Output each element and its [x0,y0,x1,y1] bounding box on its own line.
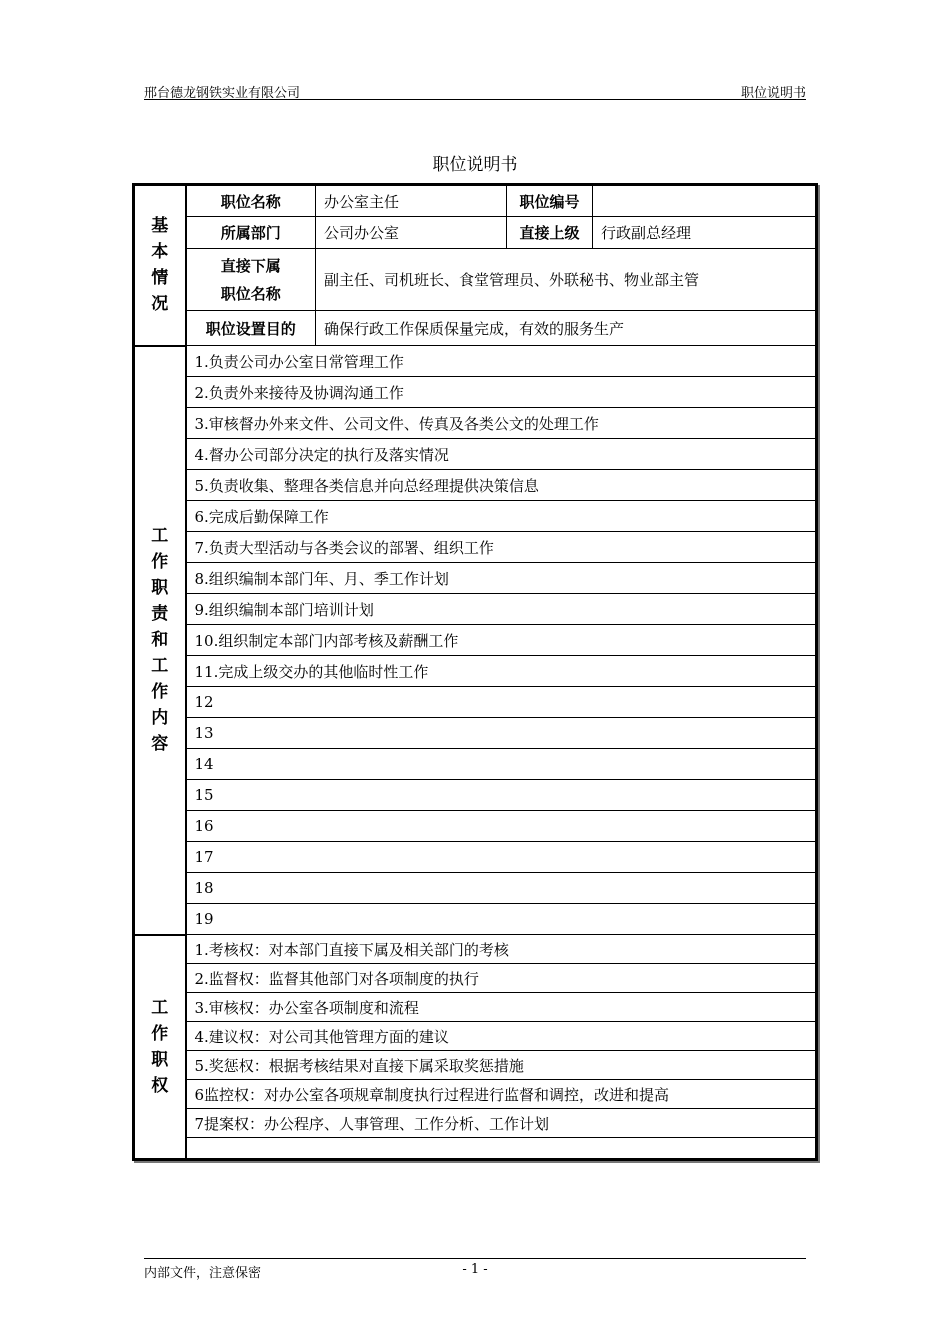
authority-row [134,935,817,964]
section-duties-label [134,346,186,935]
header-doc-type: 职位说明书 [740,86,806,101]
duties-row [134,377,817,408]
job-description-table [132,183,818,1161]
duties-item: 7.负责大型活动与各类会议的部署、组织工作 [186,532,817,563]
duties-row [134,656,817,687]
authority-item: 6监控权：对办公室各项规章制度执行过程进行监督和调控，改进和提高 [186,1080,817,1109]
duties-row [134,780,817,811]
authority-row [134,964,817,993]
authority-row [134,1109,817,1138]
footer-confidential: 内部文件，注意保密 [144,1266,262,1281]
duties-row [134,625,817,656]
duties-row [134,408,817,439]
authority-row [134,1051,817,1080]
duties-row [134,687,817,718]
page-title: 职位说明书 [432,155,518,175]
subordinates-label-line2: 职位名称 [220,284,281,303]
purpose-label: 职位设置目的 [186,311,316,346]
row-department [134,217,817,249]
duties-item: 5.负责收集、整理各类信息并向总经理提供决策信息 [186,470,817,501]
authority-row [134,1080,817,1109]
duties-item: 11.完成上级交办的其他临时性工作 [186,656,817,687]
side-label: 工 作 职 责 和 工 作 内 容 [151,526,169,754]
position-code-label: 职位编号 [507,185,593,217]
department-value: 公司办公室 [316,217,507,249]
duties-item: 13 [186,718,817,749]
duties-item: 10.组织制定本部门内部考核及薪酬工作 [186,625,817,656]
duties-item: 6.完成后勤保障工作 [186,501,817,532]
footer-divider [144,1258,806,1259]
duties-row [134,749,817,780]
duties-item: 17 [186,842,817,873]
duties-row [134,346,817,377]
purpose-value: 确保行政工作保质保量完成，有效的服务生产 [316,311,817,346]
header-company: 邢台德龙钢铁实业有限公司 [144,86,301,101]
position-code-value [593,185,817,217]
row-position-name [134,185,817,217]
section-authority-label [134,935,186,1160]
duties-item: 15 [186,780,817,811]
footer-page-number: - 1 - [462,1262,488,1277]
superior-label: 直接上级 [507,217,593,249]
duties-row [134,904,817,935]
duties-row [134,439,817,470]
subordinates-label-line1: 直接下属 [220,256,281,275]
duties-row [134,532,817,563]
duties-item: 1.负责公司办公室日常管理工作 [186,346,817,377]
subordinates-value: 副主任、司机班长、食堂管理员、外联秘书、物业部主管 [316,249,817,311]
side-label: 工 作 职 权 [151,997,169,1096]
position-name-label: 职位名称 [186,185,316,217]
authority-item: 3.审核权：办公室各项制度和流程 [186,993,817,1022]
duties-item: 4.督办公司部分决定的执行及落实情况 [186,439,817,470]
department-label: 所属部门 [186,217,316,249]
duties-item: 19 [186,904,817,935]
duties-row [134,842,817,873]
position-name-value: 办公室主任 [316,185,507,217]
duties-item: 8.组织编制本部门年、月、季工作计划 [186,563,817,594]
authority-row [134,1138,817,1160]
subordinates-label [186,249,316,311]
header-divider [144,99,806,100]
duties-row [134,811,817,842]
duties-item: 14 [186,749,817,780]
duties-row [134,718,817,749]
duties-row [134,594,817,625]
duties-row [134,501,817,532]
section-basic-label [134,185,186,346]
duties-item: 9.组织编制本部门培训计划 [186,594,817,625]
duties-row [134,563,817,594]
authority-row [134,993,817,1022]
duties-row [134,470,817,501]
duties-item: 2.负责外来接待及协调沟通工作 [186,377,817,408]
row-subordinates [134,249,817,311]
authority-item [186,1138,817,1160]
superior-value: 行政副总经理 [593,217,817,249]
duties-row [134,873,817,904]
authority-item: 4.建议权：对公司其他管理方面的建议 [186,1022,817,1051]
duties-item: 12 [186,687,817,718]
duties-item: 16 [186,811,817,842]
authority-item: 2.监督权：监督其他部门对各项制度的执行 [186,964,817,993]
duties-item: 18 [186,873,817,904]
authority-item: 1.考核权：对本部门直接下属及相关部门的考核 [186,935,817,964]
authority-row [134,1022,817,1051]
duties-item: 3.审核督办外来文件、公司文件、传真及各类公文的处理工作 [186,408,817,439]
side-label: 基 本 情 况 [151,216,169,315]
authority-item: 5.奖惩权：根据考核结果对直接下属采取奖惩措施 [186,1051,817,1080]
authority-item: 7提案权：办公程序、人事管理、工作分析、工作计划 [186,1109,817,1138]
row-purpose [134,311,817,346]
